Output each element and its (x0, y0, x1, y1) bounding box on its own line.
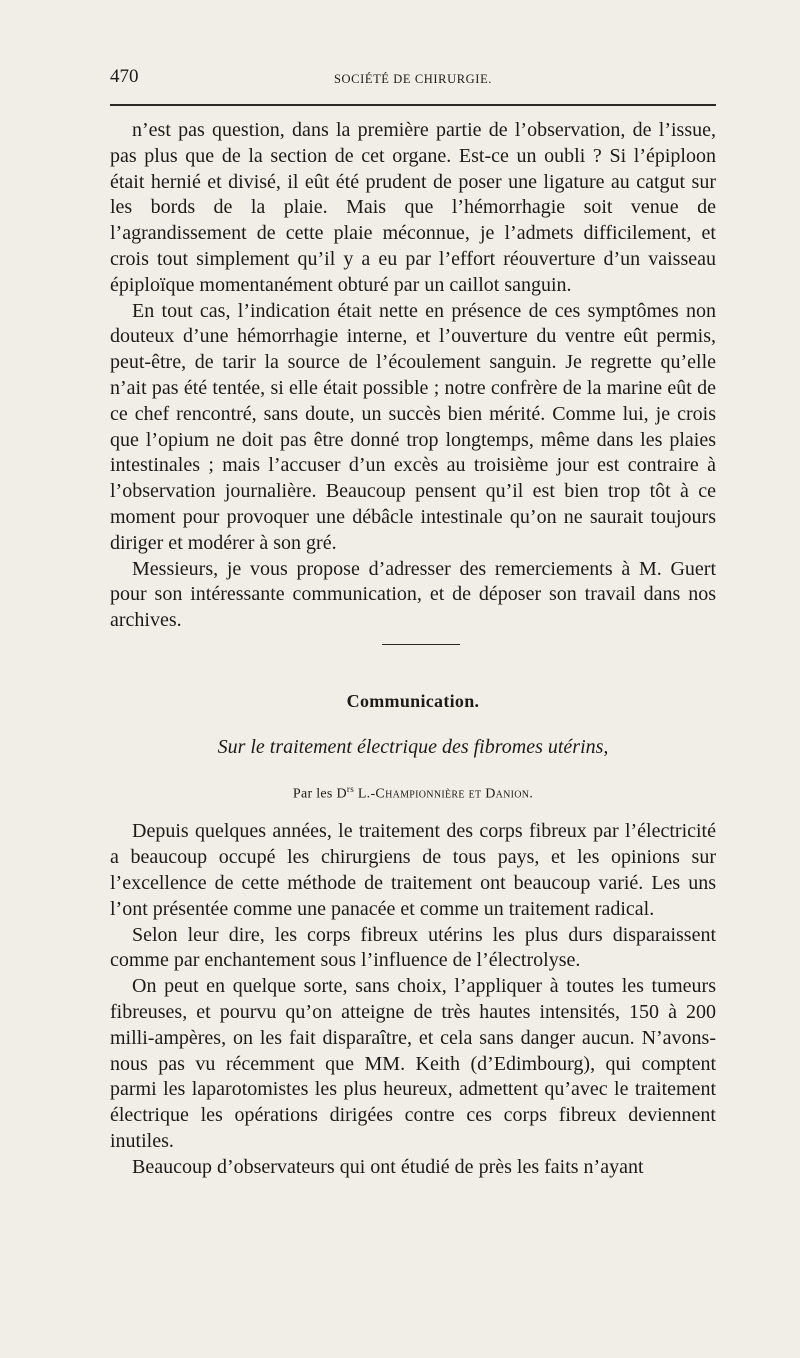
section-divider (382, 644, 460, 646)
page-header (110, 66, 716, 96)
paragraph: On peut en quelque sorte, sans choix, l’appliquer à toutes les tumeurs fibreuses, et pourvu qu’on atteigne de très hautes intensités, 150 à 200 milli-ampères, on les fait disparaître, et cela sans danger aucun. N’avons-nous pas vu récemment que MM. Keith (d’Edimbourg), qui comptent parmi les laparotomistes les plus heureux, admettent qu’avec le traitement électrique les opérations dirigées contre ces corps fibreux deviennent inutiles. (110, 975, 716, 1153)
article-byline (110, 777, 716, 807)
section-heading: Communication. (346, 691, 480, 712)
paragraph: n’est pas question, dans la première partie de l’observation, de l’issue, pas plus que de la section de cet organe. Est-ce un oubli ? Si l’épiploon était hernié et divisé, il eût été prudent de poser une ligature au catgut sur les bords de la plaie. Mais que l’hémorrhagie soit venue de l’agrandissement de cette plaie méconnue, je l’admets difficilement, et crois tout simplement qu’il y a eu par l’effort réouverture d’un vaisseau épiploïque momentanément obturé par un caillot sanguin. (110, 119, 716, 296)
paragraph: Selon leur dire, les corps fibreux utérins les plus durs disparaissent comme par enchantement sous l’influence de l’électrolyse. (110, 923, 716, 972)
paragraph: Beaucoup d’observateurs qui ont étudié de près les faits n’ayant (132, 1155, 644, 1178)
body-text (110, 118, 716, 1181)
byline-prefix: Par les D (292, 786, 347, 802)
byline-superscript: rs (346, 784, 354, 795)
paragraph: En tout cas, l’indication était nette en présence de ces symptômes non douteux d’une hémorrhagie interne, et l’ouverture du ventre eût permis, peut-être, de tarir la source de l’écoulement sanguin. Je regrette qu’elle n’ait pas été tentée, si elle était possible ; notre confrère de la marine eût de ce chef rencontré, sans doute, un succès bien mérité. Comme lui, je crois que l’opium ne doit pas être donné trop longtemps, même dans les plaies intestinales ; mais l’accuser d’un excès au troisième jour est contraire à l’observation journalière. Beaucoup pensent qu’il est bien trop tôt à ce moment pour provoquer une débâcle intestinale qu’on ne saurait toujours diriger et modérer à son gré. (110, 299, 716, 554)
byline-authors: L.-Championnière et Danion. (357, 786, 534, 802)
header-rule (110, 104, 716, 106)
paragraph: Depuis quelques années, le traitement des corps fibreux par l’électricité a beaucoup occupé les chirurgiens de tous pays, et les opinions sur l’excellence de cette méthode de traitement ont beaucoup varié. Les uns l’ont présentée comme une panacée et comme un traitement radical. (110, 820, 716, 920)
article-title: Sur le traitement électrique des fibromes utérins, (217, 736, 609, 759)
page-number: 470 (110, 66, 139, 87)
running-head: SOCIÉTÉ DE CHIRURGIE. (333, 72, 493, 86)
paragraph: Messieurs, je vous propose d’adresser des remerciements à M. Guert pour son intéressante communication, et de déposer son travail dans nos archives. (110, 557, 716, 632)
